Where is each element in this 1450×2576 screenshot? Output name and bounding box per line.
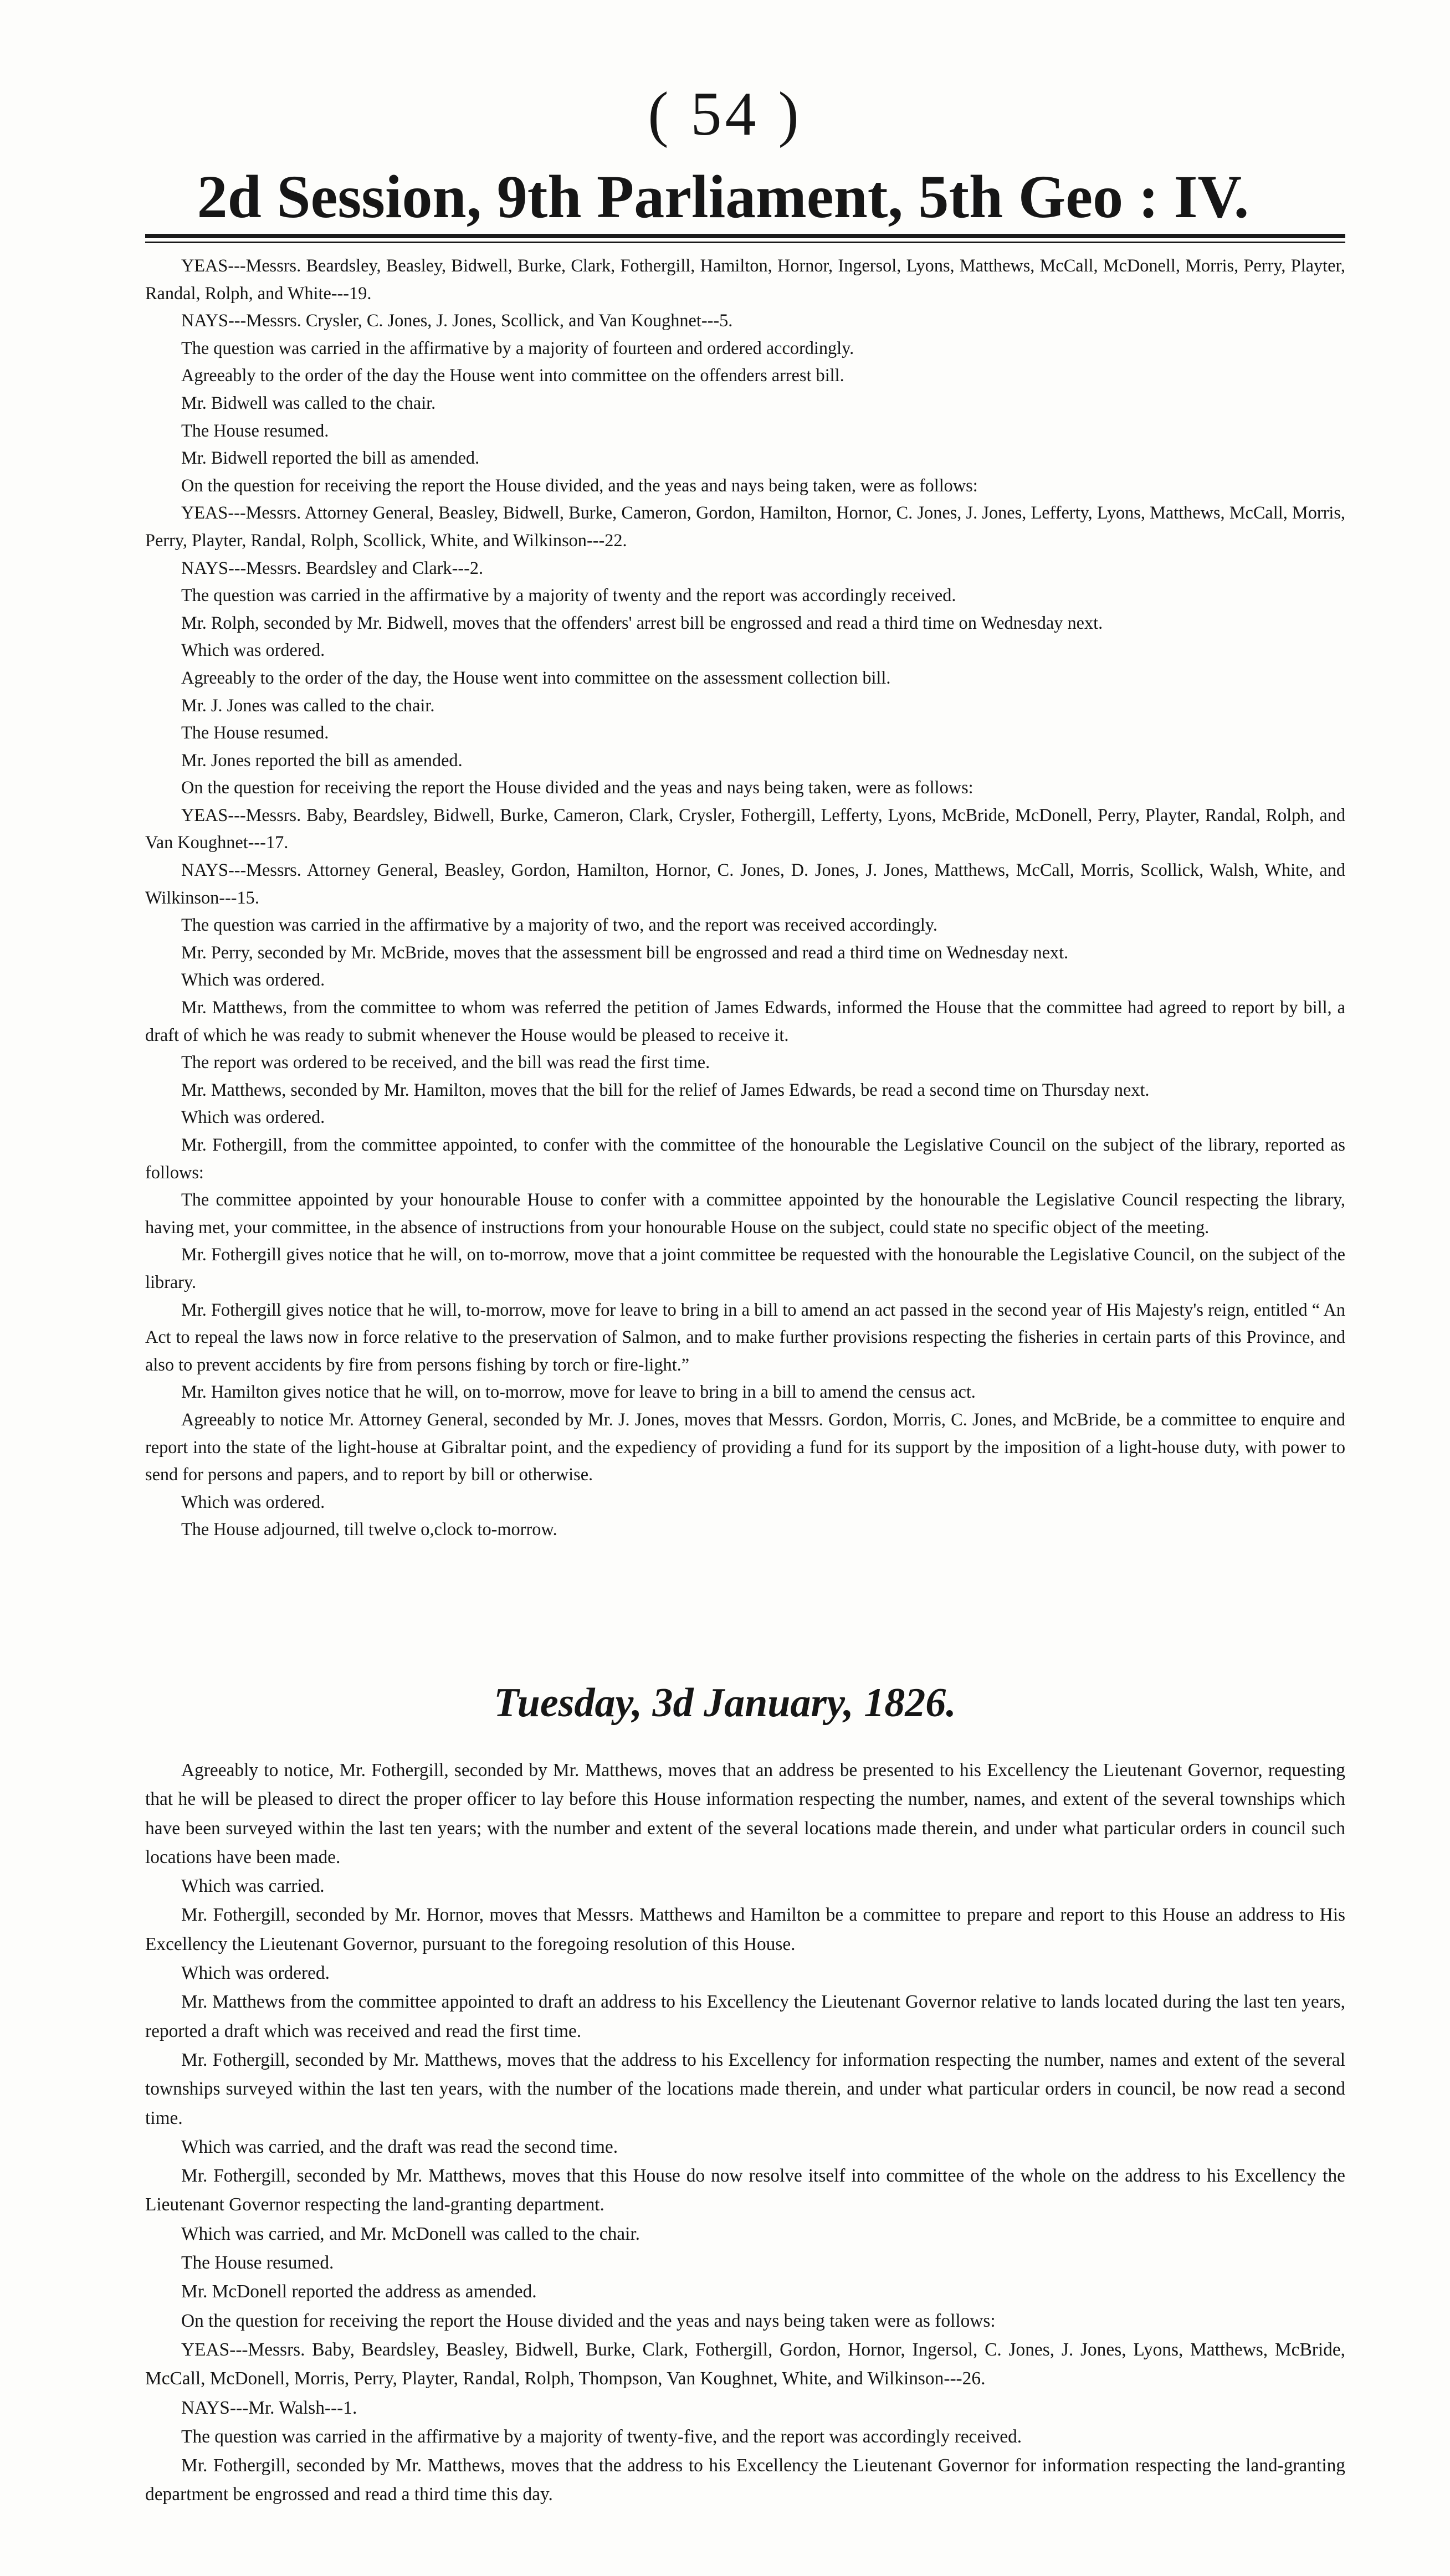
paragraph: On the question for receiving the report the House divided and the yeas and nays being taken were as follows: <box>181 2310 996 2331</box>
paragraph: Which was carried, and the draft was read the second time. <box>181 2136 618 2157</box>
paragraph: Mr. Matthews, seconded by Mr. Hamilton, moves that the bill for the relief of James Edwards, be read a second time on Thursday next. <box>181 1079 1150 1100</box>
paragraph: Mr. Bidwell was called to the chair. <box>181 392 436 413</box>
paragraph: Agreeably to notice, Mr. Fothergill, seconded by Mr. Matthews, moves that an address be presented to his Excellency the Lieutenant Governor, requesting that he will be pleased to direct the proper officer to lay before this House information respecting the number, names, and extent of the several townships which have been surveyed within the last ten years; with the number and extent of the several locations made therein, and under what particular orders in council such locations have been made. <box>145 1760 1345 1867</box>
paragraph: Mr. Fothergill, seconded by Mr. Hornor, moves that Messrs. Matthews and Hamilton be a committee to prepare and report to this House an address to His Excellency the Lieutenant Governor, pursuant to the foregoing resolution of this House. <box>145 1905 1345 1954</box>
paragraph: The House adjourned, till twelve o,clock to-morrow. <box>181 1519 557 1540</box>
paragraph: NAYS---Messrs. Attorney General, Beasley, Gordon, Hamilton, Hornor, C. Jones, D. Jones, J. Jones, Matthews, McCall, Morris, Scollick, Walsh, White, and Wilkinson---15. <box>145 860 1345 907</box>
proceedings-section-2 <box>145 1756 1345 2510</box>
paragraph: The House resumed. <box>181 420 329 440</box>
paragraph: Agreeably to the order of the day the House went into committee on the offenders arrest bill. <box>181 365 844 386</box>
paragraph: The question was carried in the affirmative by a majority of two, and the report was received accordingly. <box>181 915 937 935</box>
paragraph: Which was ordered. <box>181 1963 330 1984</box>
paragraph: On the question for receiving the report the House divided, and the yeas and nays being taken, were as follows: <box>181 475 978 495</box>
paragraph: The question was carried in the affirmative by a majority of twenty and the report was accordingly received. <box>181 585 956 605</box>
paragraph: Which was ordered. <box>181 640 325 660</box>
paragraph: Mr. Jones reported the bill as amended. <box>181 750 463 770</box>
paragraph: Which was ordered. <box>181 1491 325 1512</box>
paragraph: Mr. Matthews, from the committee to whom was referred the petition of James Edwards, informed the House that the committee had agreed to report by bill, a draft of which he was ready to submit whenever the House would be pleased to receive it. <box>145 997 1345 1045</box>
paragraph: Mr. Matthews from the committee appointed to draft an address to his Excellency the Lieutenant Governor relative to lands located during the last ten years, reported a draft which was received and read the first time. <box>145 1992 1345 2041</box>
paragraph: Mr. Hamilton gives notice that he will, on to-morrow, move for leave to bring in a bill to amend the census act. <box>181 1382 976 1402</box>
paragraph: The House resumed. <box>181 2252 334 2274</box>
paragraph: Mr. J. Jones was called to the chair. <box>181 695 435 715</box>
paragraph: Mr. Perry, seconded by Mr. McBride, moves that the assessment bill be engrossed and read a third time on Wednesday next. <box>181 942 1069 962</box>
paragraph: Mr. Rolph, seconded by Mr. Bidwell, moves that the offenders' arrest bill be engrossed and read a third time on Wednesday next. <box>181 612 1103 633</box>
paragraph: Which was carried, and Mr. McDonell was called to the chair. <box>181 2223 640 2244</box>
paragraph: Mr. Fothergill, seconded by Mr. Matthews, moves that the address to his Excellency the Lieutenant Governor for information respecting the land-granting department be engrossed and read a third time this day. <box>145 2455 1345 2505</box>
date-heading: Tuesday, 3d January, 1826. <box>494 1680 956 1726</box>
title-rule-thick <box>145 234 1345 238</box>
paragraph: Mr. Fothergill gives notice that he will, to-morrow, move for leave to bring in a bill to amend an act passed in the second year of His Majesty's reign, entitled “ An Act to repeal the laws now in force relative to the preservation of Salmon, and to make further provisions respecting the fisheries in certain parts of this Province, and also to prevent accidents by fire from persons fishing by torch or fire-light.” <box>145 1299 1345 1374</box>
paragraph: On the question for receiving the report the House divided and the yeas and nays being taken, were as follows: <box>181 777 974 798</box>
paragraph: YEAS---Messrs. Attorney General, Beasley, Bidwell, Burke, Cameron, Gordon, Hamilton, Hornor, C. Jones, J. Jones, Lefferty, Lyons, Matthews, McCall, Morris, Perry, Playter, Randal, Rolph, Scollick, White, and Wilkinson---22. <box>145 502 1345 550</box>
page-number: ( 54 ) <box>648 80 802 148</box>
paragraph: Agreeably to the order of the day, the House went into committee on the assessment collection bill. <box>181 667 891 687</box>
paragraph: Which was carried. <box>181 1876 325 1897</box>
paragraph: NAYS---Messrs. Crysler, C. Jones, J. Jones, Scollick, and Van Koughnet---5. <box>181 310 733 331</box>
paragraph: YEAS---Messrs. Beardsley, Beasley, Bidwell, Burke, Clark, Fothergill, Hamilton, Hornor, Ingersol, Lyons, Matthews, McCall, McDonell, Morris, Perry, Playter, Randal, Rolph, and White---19. <box>145 255 1345 303</box>
paragraph: YEAS---Messrs. Baby, Beardsley, Beasley, Bidwell, Burke, Clark, Fothergill, Gordon, Hornor, Ingersol, C. Jones, J. Jones, Lyons, Matthews, McBride, McCall, McDonell, Morris, Perry, Playter, Randal, Rolph, Thompson, Van Koughnet, White, and Wilkinson---26. <box>145 2339 1345 2389</box>
page-title: 2d Session, 9th Parliament, 5th Geo : IV. <box>197 163 1249 230</box>
proceedings-section-1 <box>145 252 1345 1543</box>
title-rule-thin <box>145 242 1345 243</box>
paragraph: Mr. Bidwell reported the bill as amended. <box>181 448 480 468</box>
paragraph: Mr. Fothergill, from the committee appointed, to confer with the committee of the honourable the Legislative Council on the subject of the library, reported as follows: <box>145 1135 1345 1182</box>
paragraph: NAYS---Messrs. Beardsley and Clark---2. <box>181 557 484 578</box>
paragraph: Mr. Fothergill, seconded by Mr. Matthews, moves that this House do now resolve itself into committee of the whole on the address to his Excellency the Lieutenant Governor respecting the land-granting department. <box>145 2166 1345 2215</box>
paragraph: The report was ordered to be received, and the bill was read the first time. <box>181 1052 710 1073</box>
paragraph: The House resumed. <box>181 722 329 743</box>
paragraph: Mr. Fothergill, seconded by Mr. Matthews, moves that the address to his Excellency for information respecting the number, names and extent of the several townships surveyed within the last ten years, with the number of the locations made therein, and under what particular orders in council, be now read a second time. <box>145 2049 1345 2128</box>
paragraph: The question was carried in the affirmative by a majority of fourteen and ordered accordingly. <box>181 337 854 358</box>
paragraph: Mr. McDonell reported the address as amended. <box>181 2281 537 2302</box>
paragraph: Which was ordered. <box>181 1107 325 1127</box>
paragraph: Mr. Fothergill gives notice that he will, on to-morrow, move that a joint committee be requested with the honourable the Legislative Council, on the subject of the library. <box>145 1244 1345 1292</box>
paragraph: The committee appointed by your honourable House to confer with a committee appointed by the honourable the Legislative Council respecting the library, having met, your committee, in the absence of instructions from your honourable House on the subject, could state no specific object of the meeting. <box>145 1189 1345 1237</box>
paragraph: YEAS---Messrs. Baby, Beardsley, Bidwell, Burke, Cameron, Clark, Crysler, Fothergill, Lefferty, Lyons, McBride, McDonell, Perry, Playter, Randal, Rolph, and Van Koughnet---17. <box>145 804 1345 853</box>
paragraph: The question was carried in the affirmative by a majority of twenty-five, and the report was accordingly received. <box>181 2426 1022 2447</box>
paragraph: NAYS---Mr. Walsh---1. <box>181 2397 357 2418</box>
paragraph: Agreeably to notice Mr. Attorney General, seconded by Mr. J. Jones, moves that Messrs. Gordon, Morris, C. Jones, and McBride, be a committee to enquire and report into the state of the light-house at Gibraltar point, and the expediency of providing a fund for its support by the imposition of a light-house duty, with power to send for persons and papers, and to report by bill or otherwise. <box>145 1409 1345 1485</box>
paragraph: Which was ordered. <box>181 969 325 990</box>
